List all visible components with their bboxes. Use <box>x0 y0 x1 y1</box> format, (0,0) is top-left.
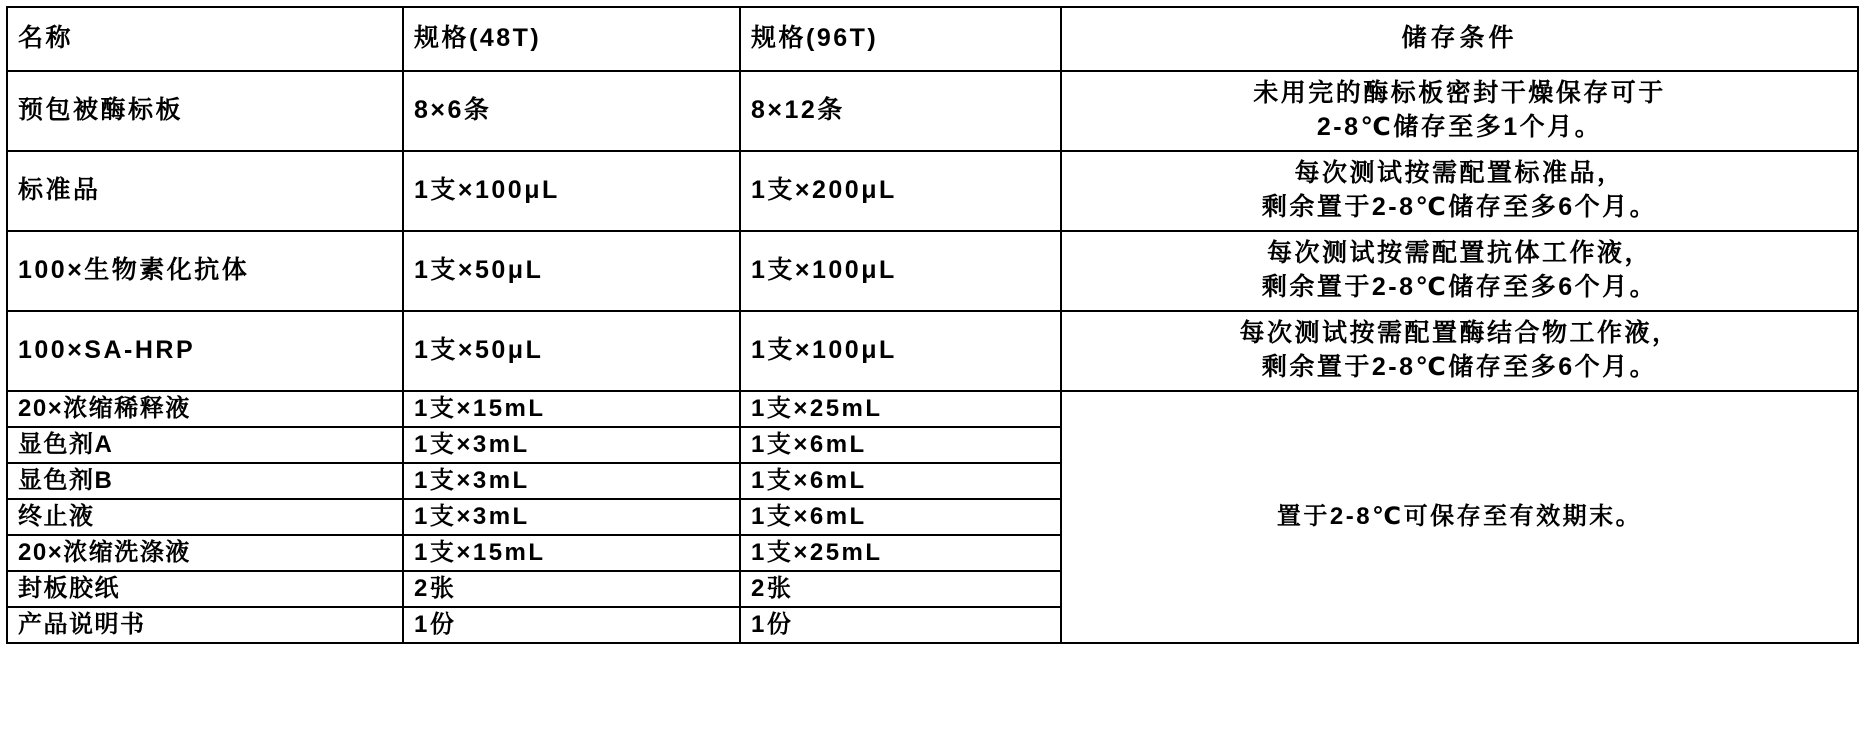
component-name: 100×SA-HRP <box>7 311 403 391</box>
component-spec-96t: 1份 <box>740 607 1061 643</box>
table-body <box>7 71 1858 643</box>
component-name: 20×浓缩洗涤液 <box>7 535 403 571</box>
component-name: 预包被酶标板 <box>7 71 403 151</box>
component-spec-48t: 2张 <box>403 571 740 607</box>
component-storage <box>1061 151 1858 231</box>
kit-components-table <box>6 6 1859 644</box>
component-name: 终止液 <box>7 499 403 535</box>
component-spec-96t: 1支×25mL <box>740 391 1061 427</box>
component-spec-96t: 2张 <box>740 571 1061 607</box>
component-storage <box>1061 231 1858 311</box>
component-name: 显色剂A <box>7 427 403 463</box>
column-header-name: 名称 <box>7 7 403 71</box>
storage-line: 剩余置于2-8℃储存至多6个月。 <box>1261 193 1658 221</box>
component-spec-48t: 8×6条 <box>403 71 740 151</box>
component-spec-96t: 8×12条 <box>740 71 1061 151</box>
table-row <box>7 311 1858 391</box>
component-spec-48t: 1支×15mL <box>403 391 740 427</box>
component-spec-48t: 1支×3mL <box>403 463 740 499</box>
component-spec-96t: 1支×100μL <box>740 311 1061 391</box>
component-name: 产品说明书 <box>7 607 403 643</box>
component-spec-48t: 1支×50μL <box>403 311 740 391</box>
storage-line: 每次测试按需配置抗体工作液， <box>1266 239 1652 268</box>
component-spec-96t: 1支×6mL <box>740 499 1061 535</box>
table-row <box>7 151 1858 231</box>
column-header-storage-conditions: 储存条件 <box>1061 7 1858 71</box>
component-spec-96t: 1支×25mL <box>740 535 1061 571</box>
component-spec-96t: 1支×6mL <box>740 427 1061 463</box>
table-row <box>7 71 1858 151</box>
component-spec-96t: 1支×200μL <box>740 151 1061 231</box>
component-spec-48t: 1支×100μL <box>403 151 740 231</box>
component-name: 20×浓缩稀释液 <box>7 391 403 427</box>
merged-storage-condition: 置于2-8℃可保存至有效期末。 <box>1061 391 1858 643</box>
table-row <box>7 391 1858 427</box>
component-spec-48t: 1支×3mL <box>403 427 740 463</box>
storage-line: 未用完的酶标板密封干燥保存可于 <box>1253 79 1666 108</box>
table-row <box>7 231 1858 311</box>
component-spec-96t: 1支×100μL <box>740 231 1061 311</box>
component-spec-48t: 1支×3mL <box>403 499 740 535</box>
document-page <box>0 6 1875 753</box>
storage-line: 2-8℃储存至多1个月。 <box>1316 113 1603 141</box>
component-spec-96t: 1支×6mL <box>740 463 1061 499</box>
component-spec-48t: 1份 <box>403 607 740 643</box>
component-spec-48t: 1支×50μL <box>403 231 740 311</box>
component-name: 显色剂B <box>7 463 403 499</box>
storage-line: 剩余置于2-8℃储存至多6个月。 <box>1261 353 1658 381</box>
storage-line: 每次测试按需配置标准品， <box>1294 159 1625 188</box>
column-header-spec-48t: 规格(48T) <box>403 7 740 71</box>
table-header <box>7 7 1858 71</box>
storage-line: 每次测试按需配置酶结合物工作液， <box>1239 319 1680 348</box>
component-storage <box>1061 71 1858 151</box>
storage-line: 剩余置于2-8℃储存至多6个月。 <box>1261 273 1658 301</box>
header-row <box>7 7 1858 71</box>
component-name: 100×生物素化抗体 <box>7 231 403 311</box>
component-spec-48t: 1支×15mL <box>403 535 740 571</box>
component-name: 标准品 <box>7 151 403 231</box>
component-name: 封板胶纸 <box>7 571 403 607</box>
column-header-spec-96t: 规格(96T) <box>740 7 1061 71</box>
component-storage <box>1061 311 1858 391</box>
